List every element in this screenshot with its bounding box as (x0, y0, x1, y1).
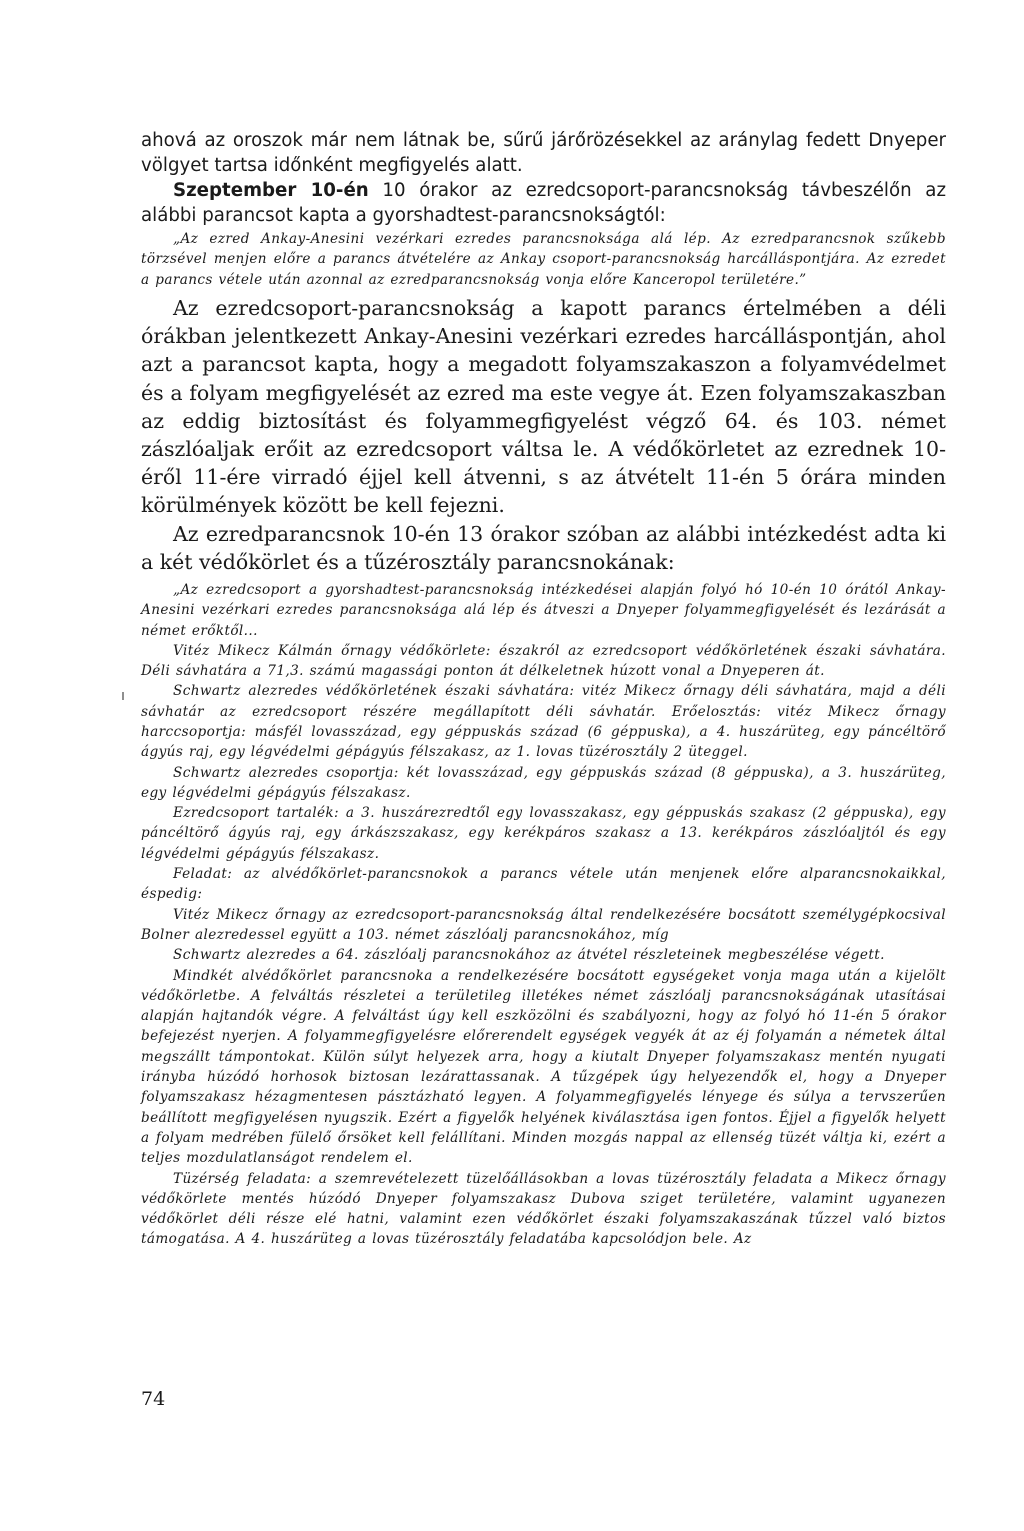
order-mikecz-sector: Vitéz Mikecz Kálmán őrnagy védőkörlete: északról az ezredcsoport védőkörletének északi sávhatára. Déli sávhatára a 71,3. számú magassági ponton át délkeletnek húzott vonal a Dnyeperen át. (141, 642, 946, 680)
order-schwartz-move: Schwartz alezredes a 64. zászlóalj parancsnokához az átvétel részleteinek megbeszélése végett. (173, 947, 885, 964)
paragraph-2 (141, 178, 946, 228)
scan-mark (122, 692, 124, 700)
date-heading: Szeptember 10-én (173, 180, 369, 201)
order-task: Feladat: az alvédőkörlet-parancsnokok a parancs vétele után menjenek előre alparancsnokaikkal, éspedig: (141, 866, 946, 903)
order-mikecz-move: Vitéz Mikecz őrnagy az ezredcsoport-parancsnokság által rendelkezésére bocsátott személygépkocsival Bolner alezredessel együtt a 103. német zászlóalj parancsnokához, míg (141, 906, 946, 943)
order-relief-details: Mindkét alvédőkörlet parancsnoka a rendelkezésére bocsátott egységeket vonja maga után a kijelölt védőkörletbe. A felváltás részletei a területileg illetékes német zászlóalj parancsnokságának utasításai alapján hajtandók végre. A felváltást úgy kell eszközölni és szabályozni, hogy az folyó hó 11-én 5 órakor befejezést nyerjen. A folyammegfigyelésre előrerendelt egységek vegyék át az éj folyamán a németek által megszállt támpontokat. Külön súlyt helyezek arra, hogy a kiutalt Dnyeper folyamszakasz mentén nyugati irányba húzódó horhosok biztosan lezárattassanak. A tűzgépek úgy helyezendők el, hogy a Dnyeper folyamszakasz hézagmentesen pásztázható legyen. A folyammegfigyelés lényege és súlya a tervszerűen beállított megfigyelésen nyugszik. Ezért a figyelők helyének kiválasztása igen fontos. Éjjel a figyelők helyett a folyam medrében fülelő őrsöket kell felállítani. Minden mozgás nappal az ellenség tüzét váltja ki, ezért a teljes mozdulatlanságot rendelem el. (141, 967, 946, 1167)
order-schwartz-sector: Schwartz alezredes védőkörletének északi sávhatára: vitéz Mikecz őrnagy déli sávhatára, majd a déli sávhatár az ezredcsoport részére megállapított déli sávhatár. Erőelosztás: vitéz Mikecz őrnagy harccsoportja: másfél lovasszázad, egy géppuskás század (6 géppuska), a 4. huszárüteg, egy páncéltörő ágyús raj, egy légvédelmi gépágyús félszakasz, az 1. lovas tüzérosztály 2 üteggel. (141, 683, 946, 761)
paragraph-2-text: 10 órakor az ezredcsoport-parancsnokság távbeszélőn az alábbi parancsot kapta a gyorshadtest-parancsnokságtól: (141, 180, 946, 226)
quoted-order-1: „Az ezred Ankay-Anesini vezérkari ezredes parancsnoksága alá lép. Az ezredparancsnok szűkebb törzsével menjen előre a parancs átvételére az Ankay csoport-parancsnokság harcálláspontjára. Az ezredet a parancs vétele után azonnal az ezredparancsnokság vonja előre Kanceropol területére.” (141, 231, 946, 288)
order-intro: „Az ezredcsoport a gyorshadtest-parancsnokság intézkedései alapján folyó hó 10-én 10 órától Ankay-Anesini vezérkari ezredes parancsnoksága alá lép és átveszi a Dnyeper folyammegfigyelését és lezárását a német erőktől... (141, 581, 946, 639)
page-number: 74 (141, 1388, 166, 1410)
paragraph-3: Az ezredcsoport-parancsnokság a kapott parancs értelmében a déli órákban jelentkezett Ankay-Anesini vezérkari ezredes harcálláspontján, ahol azt a parancsot kapta, hogy a megadott folyamszakaszon a folyamvédelmet és a folyam megfigyelését az ezred ma este vegye át. Ezen folyamszakaszban az eddig biztosítást és folyammegfigyelést végző 64. és 103. német zászlóaljak erőit az ezredcsoport váltsa le. A védőkörletet az ezrednek 10-éről 11-ére virradó éjjel kell átvenni, s az átvételt 11-én 5 órára minden körülmények között be kell fejezni. (141, 295, 946, 518)
order-reserve: Ezredcsoport tartalék: a 3. huszárezredtől egy lovasszakasz, egy géppuskás szakasz (2 géppuska), egy páncéltörő ágyús raj, egy árkászszakasz, egy kerékpáros szakasz a 13. kerékpáros zászlóaljtól és egy légvédelmi gépágyús félszakasz. (141, 805, 946, 862)
order-schwartz-group: Schwartz alezredes csoportja: két lovasszázad, egy géppuskás század (8 géppuska), a 3. huszárüteg, egy légvédelmi gépágyús félszakasz. (141, 764, 946, 801)
body-text (141, 128, 946, 1250)
paragraph-4: Az ezredparancsnok 10-én 13 órakor szóban az alábbi intézkedést adta ki a két védőkörlet és a tűzérosztály parancsnokának: (141, 521, 946, 574)
order-artillery: Tüzérség feladata: a szemrevételezett tüzelőállásokban a lovas tüzérosztály feladata a Mikecz őrnagy védőkörlete mentés húzódó Dnyeper folyamszakasz Dubova sziget területére, valamint ugyanezen védőkörlet déli része elé hatni, valamint ezen védőkörlet északi folyamszakaszának tűzzel való biztos támogatása. A 4. huszárüteg a lovas tüzérosztály feladatába kapcsolódjon bele. Az (141, 1170, 946, 1248)
paragraph-1: ahová az oroszok már nem látnak be, sűrű járőrözésekkel az aránylag fedett Dnyeper völgyet tartsa időnként megfigyelés alatt. (141, 130, 946, 176)
